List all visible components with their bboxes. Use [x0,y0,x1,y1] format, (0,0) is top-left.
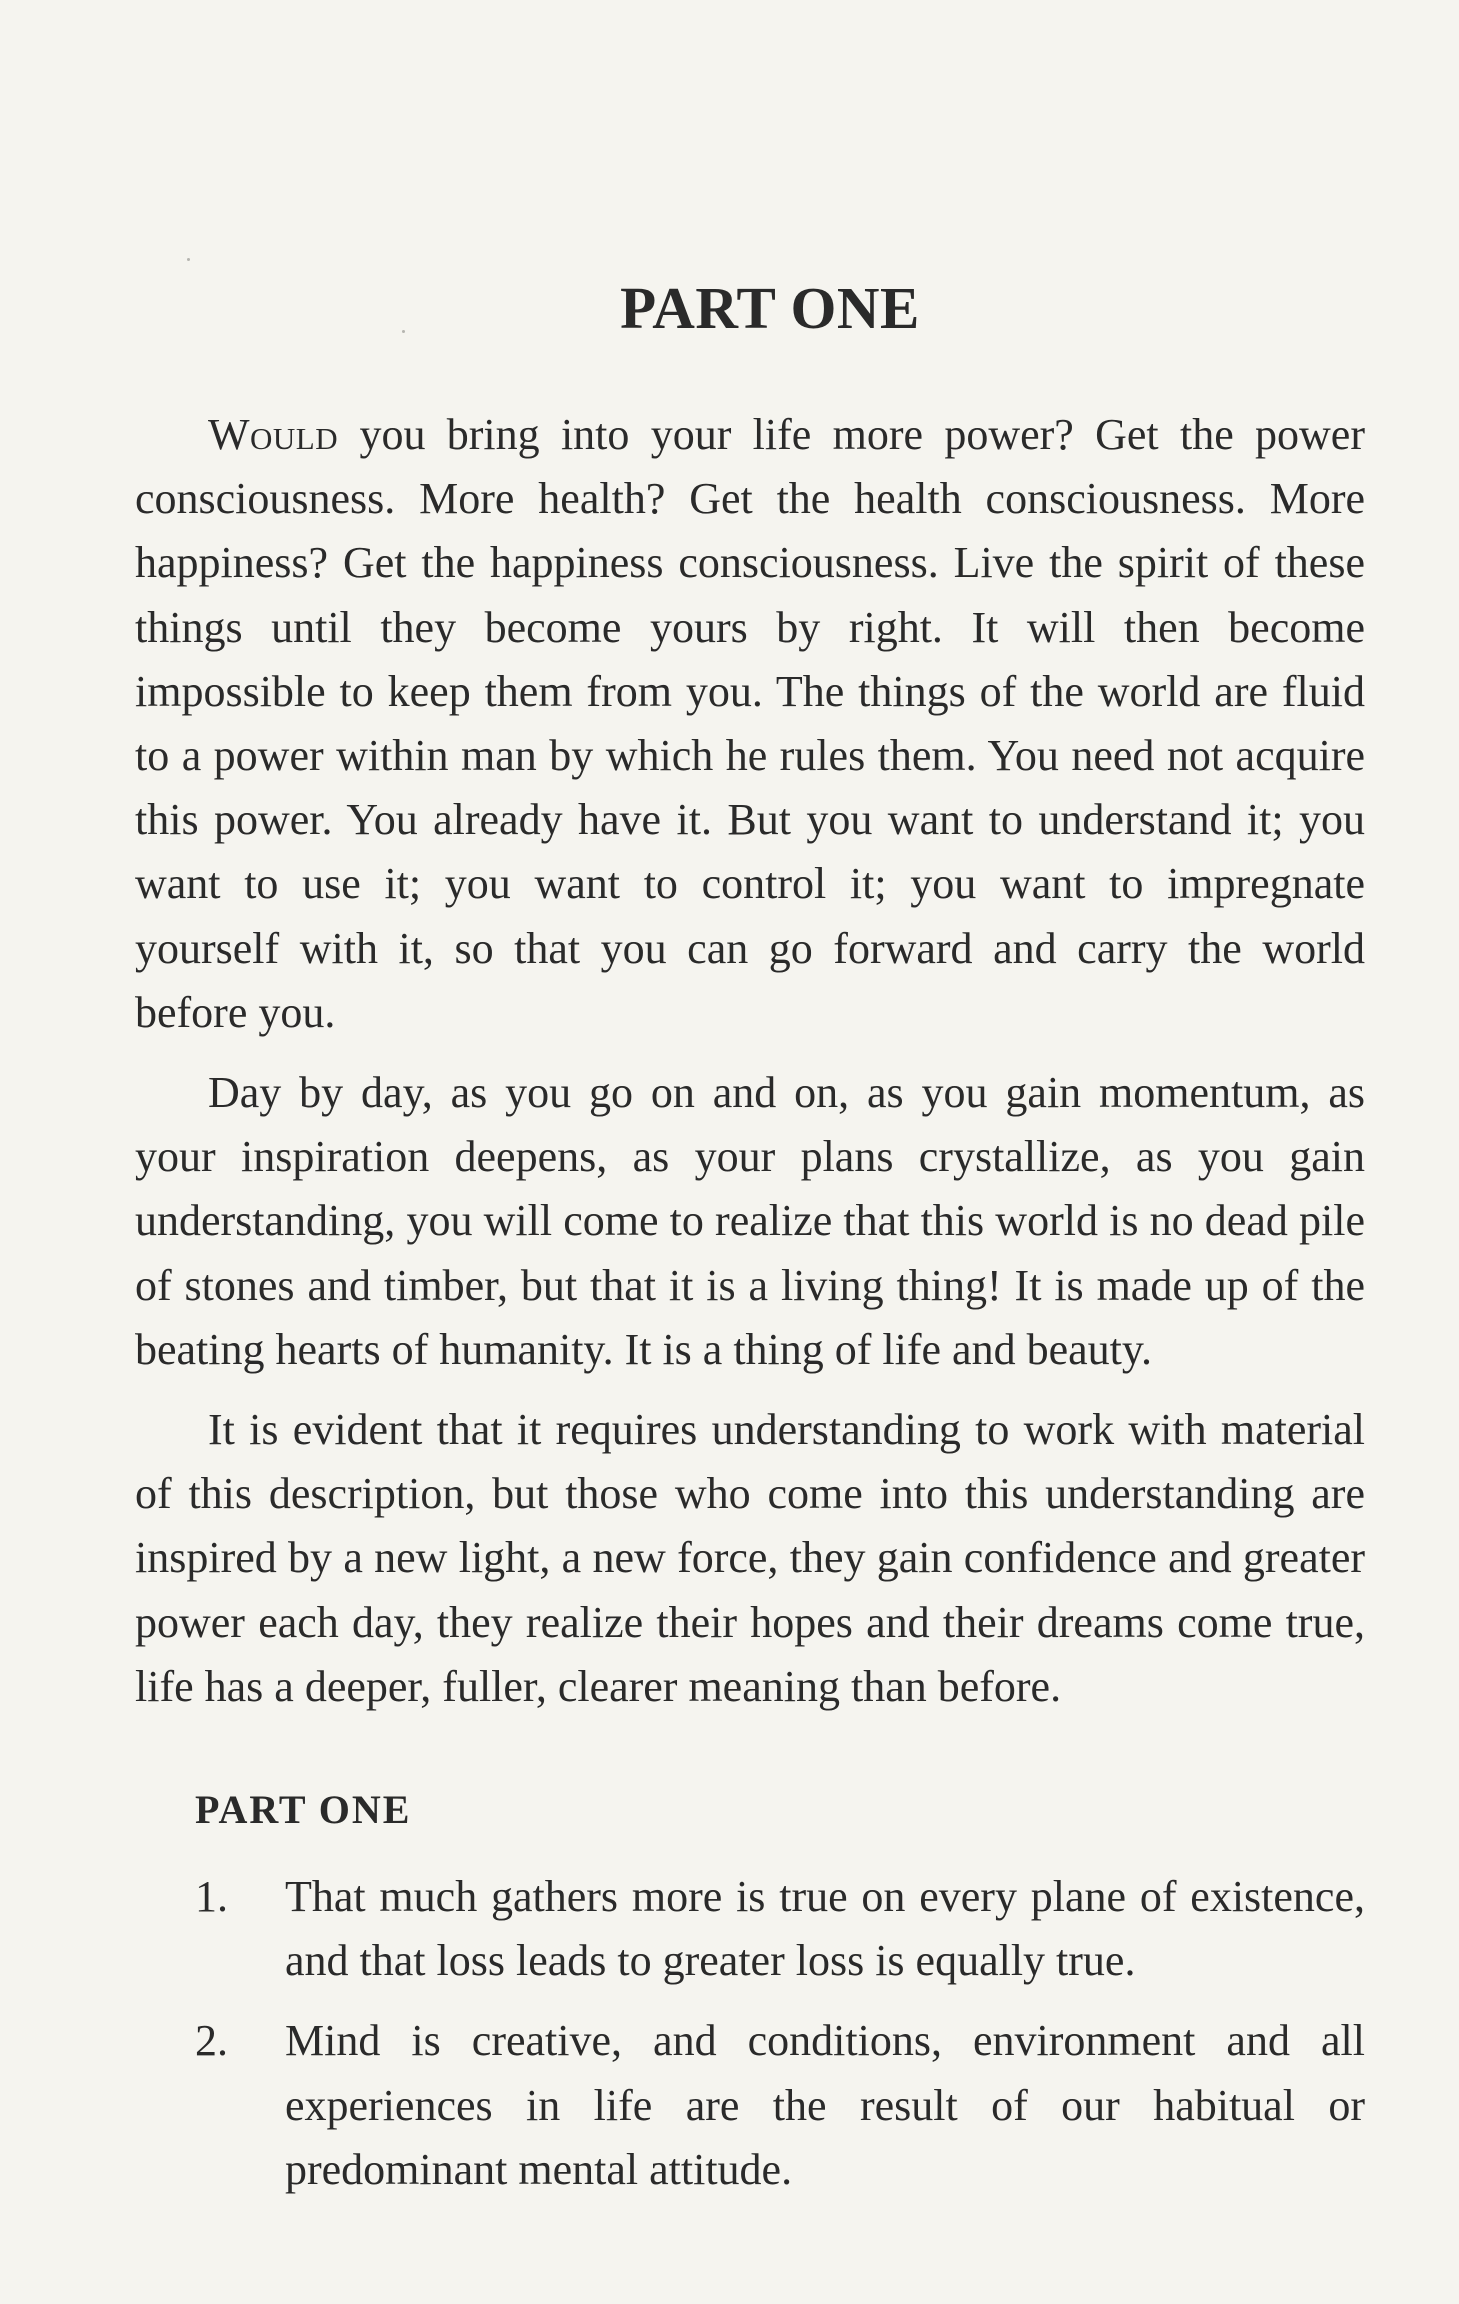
section-heading: PART ONE [195,1787,412,1833]
numbered-list [135,1865,1365,2202]
list-item [135,1865,1365,1993]
paragraph-1 [135,403,1365,1045]
paragraph-1-text: you bring into your life more power? Get the power consciousness. More health? Get the health consciousness. More happiness? Get the happiness consciousness. Live the spirit of these things until they become yours by right. It will then become impossible to keep them from you. The things of the world are fluid to a power within man by which he rules them. You need not acquire this power. You already have it. But you want to understand it; you want to use it; you want to control it; you want to impregnate yourself with it, so that you can go forward and carry the world before you. [135,410,1365,1037]
list-item-number: 2. [195,2016,228,2066]
list-item-text: That much gathers more is true on every plane of existence, and that loss leads to greater loss is equally true. [285,1872,1365,1986]
list-item-text: Mind is creative, and conditions, environment and all experiences in life are the result of our habitual or predominant mental attitude. [285,2016,1365,2194]
page-title: PART ONE [620,275,920,341]
paper-speck [402,330,405,333]
paragraph-lead-word: Would [208,410,339,459]
paragraph-3: It is evident that it requires understanding to work with material of this description, but those who come into this understanding are inspired by a new light, a new force, they gain confidence and greater power each day, they realize their hopes and their dreams come true, life has a deeper, fuller, clearer meaning than before. [135,1405,1365,1711]
body-text [135,403,1365,1719]
paragraph-2: Day by day, as you go on and on, as you gain momentum, as your inspiration deepens, as your plans crystallize, as you gain understanding, you will come to realize that this world is no dead pile of stones and timber, but that it is a living thing! It is made up of the beating hearts of humanity. It is a thing of life and beauty. [135,1068,1365,1374]
list-item-number: 1. [195,1872,228,1922]
list-item [135,2009,1365,2202]
paper-speck [187,258,190,261]
